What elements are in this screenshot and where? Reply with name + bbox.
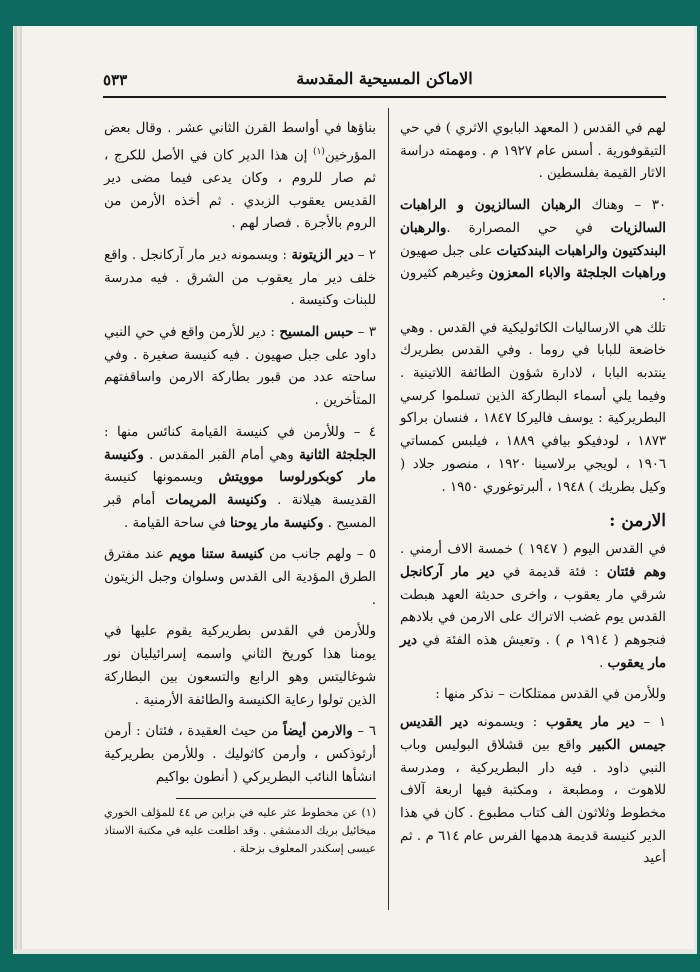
paragraph-text: في القدس اليوم ( ١٩٤٧ ) خمسة الاف أرمني . — [400, 542, 667, 558]
section-title: الارمن : — [609, 511, 666, 532]
paragraph-text: ٢ – — [353, 247, 376, 263]
paragraph-text: : ويسمونه دير مار آركانجل . واقع خلف دير مار يعقوب من الشرق . فيه مدرسة للبنات وكنيسة . — [104, 247, 376, 309]
bold-term: دير مار آركانجل — [400, 564, 495, 580]
bold-term: وكنيسة مار يوحنا — [229, 515, 324, 531]
paragraph — [400, 539, 666, 675]
paragraph — [400, 118, 666, 186]
paragraph-text: ويسمونها كنيسة القديسة هيلانة . — [104, 470, 377, 508]
bold-term: حبس المسيح — [279, 325, 354, 341]
bold-term: وكنيسة مار كوبكورلوسا موويتش — [104, 447, 376, 486]
bold-term: وراهبات الجلجثة والاباء المعزون — [488, 266, 666, 282]
paragraph-text: تلك هي الارساليات الكاثوليكية في القدس . وهي خاضعة للبابا في روما . وفي القدس بطريرك ينتدبه البابا ، لادارة شؤون الطائفة اللاتينية . وفيما يلي أسماء البطاركة الذين تسلموا كرسي البطريركية : يوسف فاليركا ١٨٤٧ ، فنسان براكو ١٨٧٣ ، لودفيكو بيافي ١٨٨٩ ، فيلبس كمساتي ١٩٠٦ ، لويجي برلاسينا ١٩٢٠ ، منصور جلاد ( وكيل بطريك ) ١٩٤٨ ، ألبرتوغوري ١٩٥٠ . — [400, 320, 667, 495]
paragraph-text: ٦ – — [352, 724, 377, 740]
paragraph-text: شرقي مار يعقوب ، واخرى حديثة العهد هبطت القدس يوم غضب الاتراك على الارمن في بلادهم فنجوهم ( ١٩١٤ م ) . وتعيش هذه الفئة في — [400, 587, 666, 649]
footnote: (١) عن مخطوط عثر عليه في براين ص ٤٤ للمؤلف الخوري ميخائيل بريك الدمشقي . وقد اطلعت عليه في مكتبة الاستاذ عيسى إسكندر المعلوف بزحلة . — [104, 806, 376, 855]
paragraph-text: ٣٠ – وهناك — [580, 198, 666, 214]
paragraph-text: : دير للأرمن واقع في حي النبي داود على جبل صهيون . فيه كنيسة صغيرة . وفي ساحته عدد من قبور بطاركة الارمن واساقفتهم المتأخرين . — [104, 325, 376, 409]
paragraph-text: أمام قبر المسيح . — [104, 492, 376, 531]
bold-term: دير مار يعقوب — [545, 715, 635, 731]
bold-term: والرهبان البندكتيون والراهبات البندكتيات — [400, 220, 667, 259]
bold-term: كنيسة ستنا مويم — [169, 547, 264, 563]
paragraph-text: لهم في القدس ( المعهد البابوي الاثري ) في حي التيقوفورية . أسس عام ١٩٢٧ م . ومهمته دراسة الاثار القيمة بفلسطين . — [400, 121, 666, 182]
paragraph — [104, 245, 376, 313]
paragraph-text: وللأرمن في القدس بطريركية يقوم عليها في يومنا هذا كوريخ الثاني واسمه إسرائيليان نور شوغاليتس وهو الرابع والتسعون بين البطاركة الذين تولوا رعاية الكنيسة والطائفة الأرمنية . — [104, 624, 376, 708]
left-column — [104, 118, 376, 798]
footnote-rule — [176, 798, 376, 799]
paragraph-text: : فئة قديمة في — [494, 564, 607, 580]
paragraph-text: في حي المصرارة . — [446, 220, 611, 236]
paragraph — [400, 712, 666, 871]
paragraph-text: وللأرمن في القدس ممتلكات – نذكر منها : — [435, 687, 666, 703]
paragraph-text: من حيث العقيدة ، فئتان : أرمن أرثوذكس ، وأرمن كاثوليك . وللأرمن بطريركية انشأها النائب البطريركي ( أنطون بواكيم — [104, 724, 376, 785]
paragraph-text: إن هذا الدير كان في الأصل للكرج ، ثم صار للروم ، وكان يدعى فيما مضى دير القديس يعقوب الزبدي . ثم أخذه الأرمن من الروم بالأجرة . فصار لهم . — [104, 148, 376, 232]
paragraph-text: عند مفترق الطرق المؤدية الى القدس وسلوان وجبل الزيتون . — [104, 547, 376, 608]
bold-term: دير القديس جيمس الكبير — [400, 715, 666, 753]
paragraph-text: واقع بين قشلاق البوليس وباب النبي داود . فيه دار البطريركية ، ومدرسة للاهوت ، ومطبعة ، ومكتبة فيها اربعة آلاف مخطوط وثلاثون الف كتاب مطبوع . كان في هذا الدير كنيسة قديمة هدمها الفرس عام ٦١٤ م . ثم أعيد — [400, 737, 666, 867]
paragraph-text: في ساحة القيامة . — [124, 515, 230, 531]
paragraph-text: ١ – — [634, 715, 666, 731]
paragraph-text: بناؤها في أواسط القرن الثاني عشر . وقال بعض المؤرخين — [104, 121, 376, 164]
paragraph-text: : ويسمونه — [468, 715, 546, 731]
bold-term: وكنيسة المريمات — [165, 492, 267, 508]
bold-term: دير مار يعقوب — [400, 633, 666, 671]
running-header — [103, 67, 666, 99]
header-title: الاماكن المسيحية المقدسة — [296, 69, 473, 88]
paragraph — [104, 721, 376, 789]
paragraph — [104, 544, 376, 612]
footnote-marker: (١) — [313, 146, 325, 157]
paragraph-text: ٤ – وللأرمن في كنيسة القيامة كنائس منها : — [104, 424, 376, 440]
paragraph — [400, 684, 666, 707]
bold-term: الجلجثة الثانية — [299, 447, 376, 463]
paragraph-text: . — [599, 655, 608, 671]
page-number: ٥٣٣ — [103, 71, 128, 89]
paragraph-text: على جبل صهيون — [400, 243, 497, 259]
paragraph — [104, 118, 376, 236]
paragraph-text: ٥ – ولهم جانب من — [263, 547, 376, 563]
bold-term: الرهبان السالزيون و الراهبات السالزيات — [400, 198, 666, 236]
bold-term: دير الزيتونة — [291, 247, 354, 263]
paragraph — [104, 621, 376, 712]
bold-term: وهم فئتان — [606, 564, 667, 580]
paragraph — [400, 318, 666, 500]
paragraph — [104, 422, 376, 536]
paragraph-text: ٣ – — [353, 325, 376, 341]
right-column — [400, 118, 666, 880]
paragraph — [104, 322, 376, 413]
bold-term: والارمن أيضاً — [283, 724, 353, 740]
paragraph-text: وهي أمام القبر المقدس . — [143, 447, 300, 463]
paragraph-text: وغيرهم كثيرون . — [400, 266, 666, 304]
column-divider — [388, 108, 389, 910]
header-rule — [103, 96, 666, 98]
paragraph — [400, 195, 666, 309]
